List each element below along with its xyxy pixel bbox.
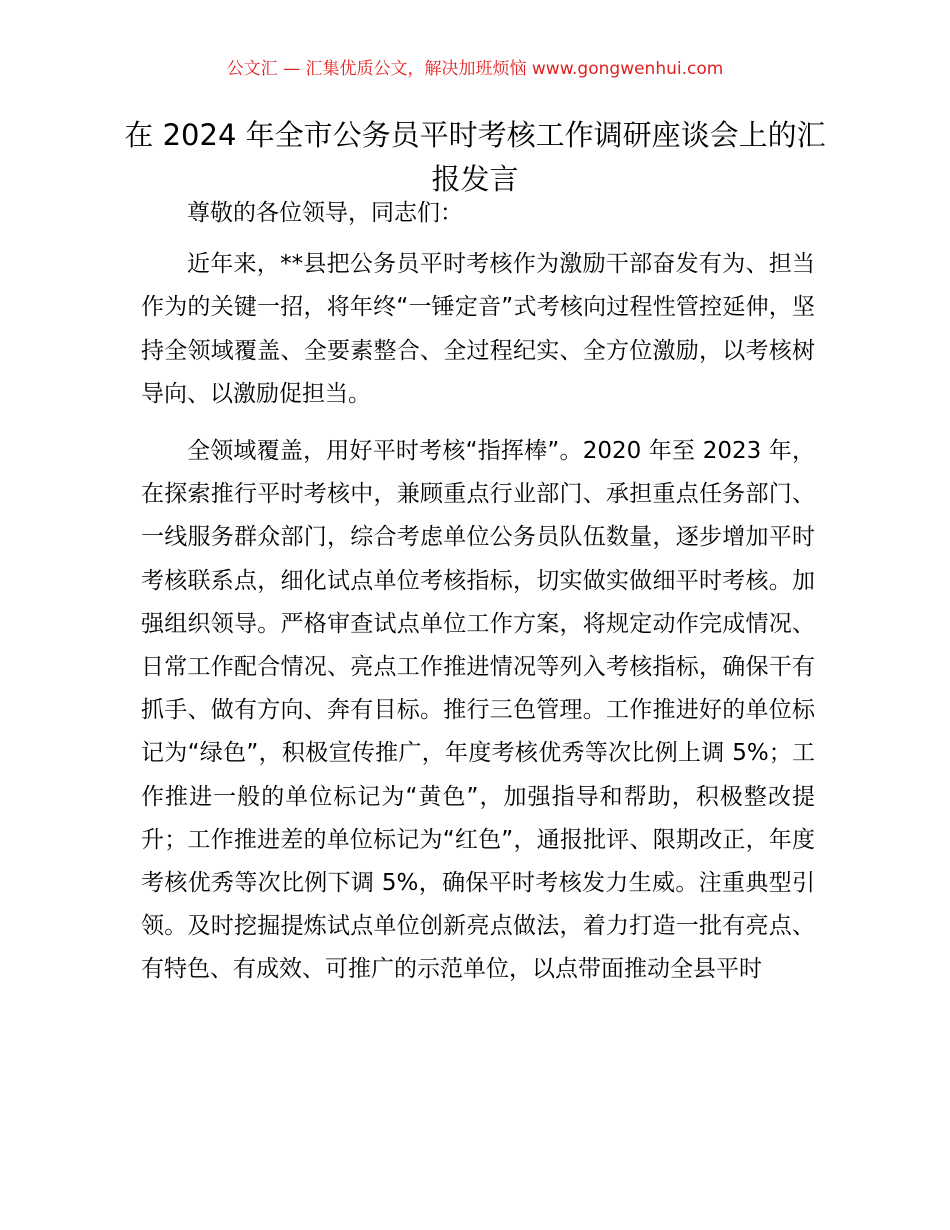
site-banner: 公文汇 — 汇集优质公文，解决加班烦恼 www.gongwenhui.com <box>226 59 724 79</box>
body-paragraph-2: 全领域覆盖，用好平时考核“指挥棒”。2020 年至 2023 年，在探索推行平时考核中，兼顾重点行业部门、承担重点任务部门、一线服务群众部门，综合考虑单位公务员队伍数量，逐步增加平时考核联系点，细化试点单位考核指标，切实做实做细平时考核。加强组织领导。严格审查试点单位工作方案，将规定动作完成情况、日常工作配合情况、亮点工作推进情况等列入考核指标，确保干有抓手、做有方向、奔有目标。推行三色管理。工作推进好的单位标记为“绿色”，积极宣传推广，年度考核优秀等次比例上调 5%；工作推进一般的单位标记为“黄色”，加强指导和帮助，积极整改提升；工作推进差的单位标记为“红色”，通报批评、限期改正，年度考核优秀等次比例下调 5%，确保平时考核发力生威。注重典型引领。及时挖掘提炼试点单位创新亮点做法，着力打造一批有亮点、有特色、有成效、可推广的示范单位，以点带面推动全县平时 <box>141 438 815 983</box>
body-paragraph-1: 近年来，**县把公务员平时考核作为激励干部奋发有为、担当作为的关键一招，将年终“一锤定音”式考核向过程性管控延伸，坚持全领域覆盖、全要素整合、全过程纪实、全方位激励，以考核树导向、以激励促担当。 <box>141 251 815 407</box>
salutation: 尊敬的各位领导，同志们： <box>187 200 463 226</box>
document-body <box>141 192 815 992</box>
document-title: 在 2024 年全市公务员平时考核工作调研座谈会上的汇报发言 <box>124 118 826 196</box>
